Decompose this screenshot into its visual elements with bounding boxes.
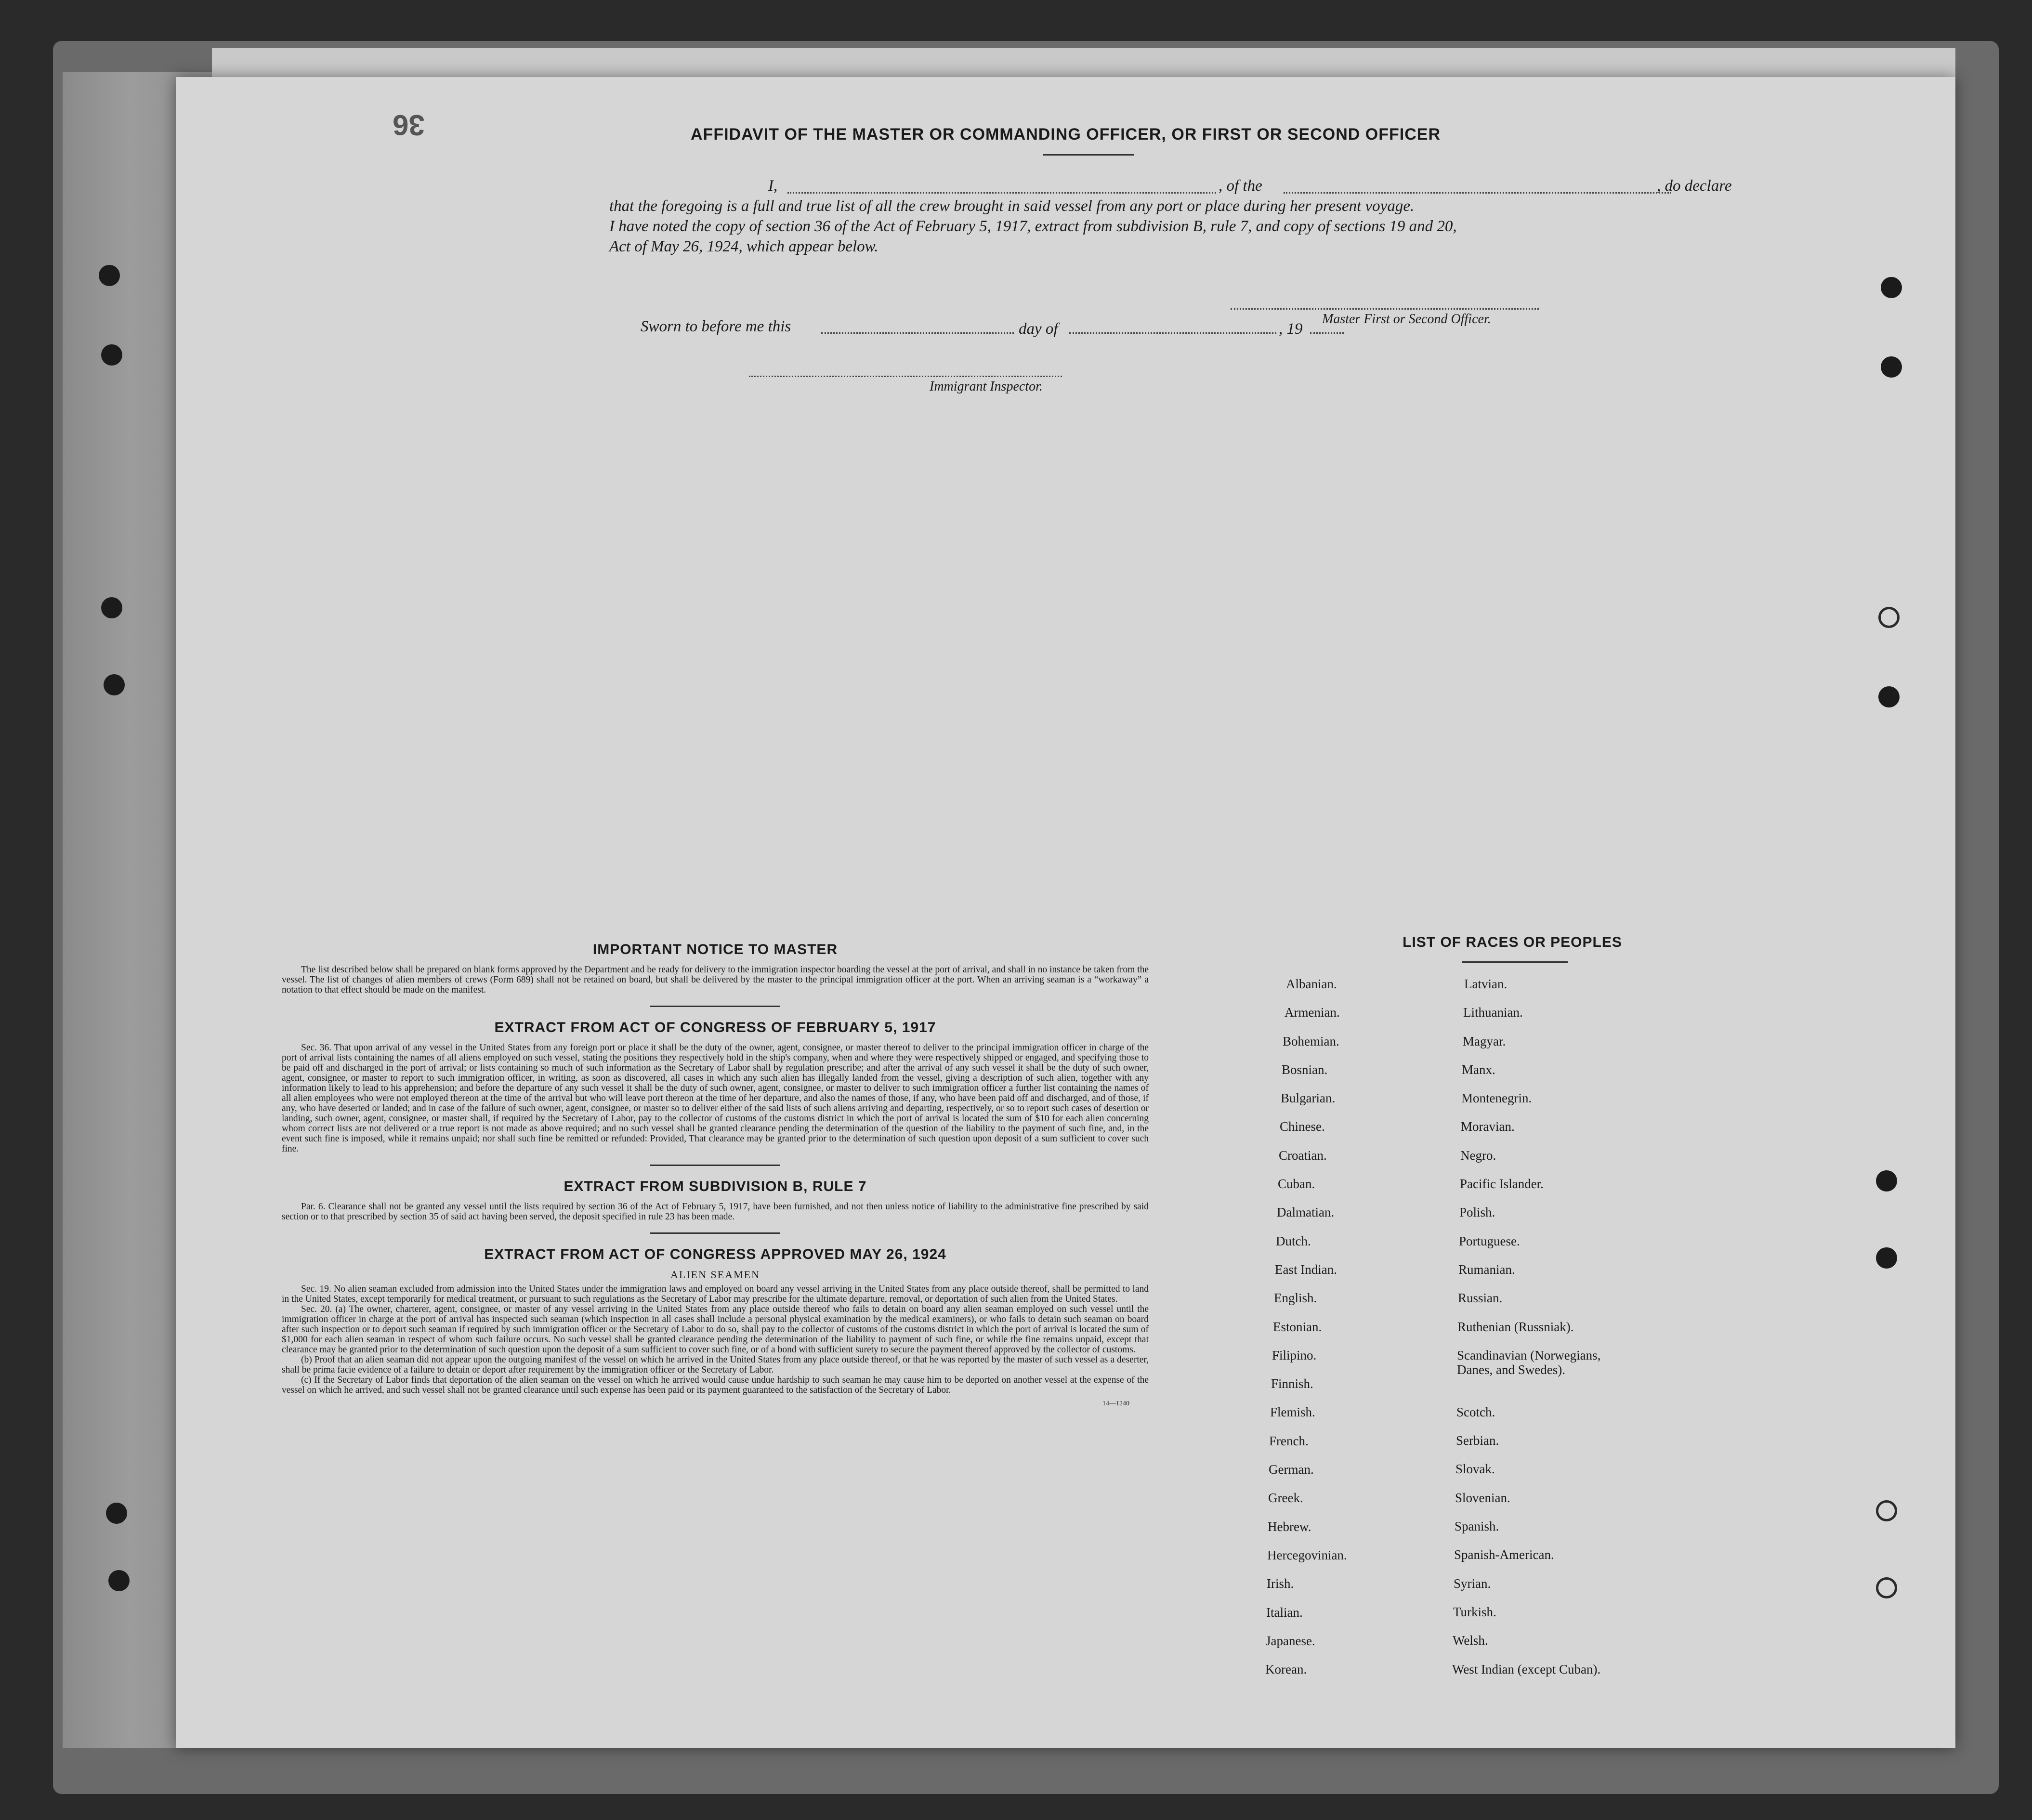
extract-rule7-text: Par. 6. Clearance shall not be granted any vessel until the lists required by section 36 of the Act of February 5, 1917, have been furnished, and not then unless notice of liability to the administrative fine prescribed by said section or to that prescribed by section 35 of said act having been served, the deposit specified in rule 23 has been made. xyxy=(282,1202,1149,1222)
race-item: Bosnian. xyxy=(1282,1062,1328,1077)
sworn-year-line xyxy=(1310,332,1344,334)
affidavit-line-4: Act of May 26, 1924, which appear below. xyxy=(609,238,878,255)
race-item: Finnish. xyxy=(1271,1376,1313,1391)
legal-notice-block xyxy=(282,942,1149,1408)
races-title: LIST OF RACES OR PEOPLES xyxy=(1403,934,1622,950)
affidavit-do-declare: , do declare xyxy=(1657,177,1732,195)
inspector-label: Immigrant Inspector. xyxy=(930,379,1043,394)
race-item: Latvian. xyxy=(1464,977,1508,991)
race-item: Spanish. xyxy=(1455,1519,1499,1534)
race-item: East Indian. xyxy=(1275,1262,1337,1277)
alien-seamen-subtitle: ALIEN SEAMEN xyxy=(670,1269,760,1281)
year-label: , 19 xyxy=(1279,320,1303,338)
race-item: Welsh. xyxy=(1453,1633,1488,1648)
race-item: Filipino. xyxy=(1272,1348,1317,1362)
binder-hole-icon xyxy=(101,597,122,618)
notice-title: IMPORTANT NOTICE TO MASTER xyxy=(592,942,838,957)
extract-1917-text: Sec. 36. That upon arrival of any vessel in the United States from any foreign port or place it shall be the duty of the owner, agent, consignee, or master thereof to deliver to the principal immigration officer in charge of the port of arrival lists containing the names of all aliens employed on such vessel, stating the positions they respectively hold in the ship's company, when and where they were respectively shipped or engaged, and specifying those to be paid off and discharged in the port of arrival; or lists containing so much of such information as the Secretary of Labor shall by regulation prescribe; and after the arrival of any such vessel it shall be the duty of such owner, agent, consignee, or master to report to such immigration officer, in writing, as soon as discovered, all cases in which any such alien has illegally landed from the vessel, giving a description of such alien, together with any information likely to lead to his apprehension; and before the departure of any such vessel it shall be the duty of such owner, agent, consignee, or master to deliver to such immigration officer a further list containing the names of all alien employees who were not employed thereon at the time of the arrival but who will leave port thereon at the time of her departure, and also the names of those, if any, who have been paid off and discharged, and of those, if any, who have deserted or landed; and in case of the failure of such owner, agent, consignee, or master so to deliver either of the said lists of such aliens arriving and departing, respectively, or so to report such cases of desertion or landing, such owner, agent, consignee, or master shall, if required by the Secretary of Labor, pay to the collector of customs of the customs district in which the port of arrival is located the sum of $10 for each alien concerning whom correct lists are not delivered or a true report is not made as above required; and no such vessel shall be granted clearance pending the determination of the question of the liability to the payment of such fine, and, in the event such fine is imposed, while it remains unpaid; nor shall such fine be remitted or refunded: Provided, That clearance may be granted prior to the determination of such question upon deposit of a sum sufficient to cover such fine. xyxy=(282,1043,1149,1154)
binder-hole-icon xyxy=(1876,1577,1897,1598)
race-item: Spanish-American. xyxy=(1454,1547,1554,1562)
race-item: Italian. xyxy=(1266,1605,1303,1620)
race-item: German. xyxy=(1269,1462,1314,1477)
sec19-text: Sec. 19. No alien seaman excluded from admission into the United States under the immigration laws and employed on board any vessel arriving in the United States from any place outside thereof, shall be permitted to land in the United States, except temporarily for medical treatment, or pursuant to such regulations as the Secretary of Labor may prescribe for the ultimate departure, removal, or deportation of such alien from the United States. xyxy=(282,1284,1149,1304)
binder-hole-icon xyxy=(1876,1170,1897,1192)
affidavit-of-the: , of the xyxy=(1219,177,1262,195)
sworn-month-line xyxy=(1069,332,1276,334)
race-item: Flemish. xyxy=(1270,1405,1315,1420)
races-rule xyxy=(1462,961,1568,963)
race-item: Rumanian. xyxy=(1458,1262,1515,1277)
race-item: English. xyxy=(1274,1291,1317,1306)
sworn-before-label: Sworn to before me this xyxy=(641,318,791,335)
extract-rule7-title: EXTRACT FROM SUBDIVISION B, RULE 7 xyxy=(564,1178,867,1194)
binder-hole-icon xyxy=(1881,356,1902,378)
race-item: Turkish. xyxy=(1453,1604,1496,1619)
binder-hole-icon xyxy=(1876,1247,1897,1269)
binder-hole-icon xyxy=(104,674,125,695)
race-item: Dutch. xyxy=(1276,1233,1311,1248)
binder-hole-icon xyxy=(106,1503,127,1524)
race-item: Polish. xyxy=(1459,1205,1495,1220)
document-page xyxy=(176,77,1955,1748)
race-item: Serbian. xyxy=(1456,1433,1499,1448)
day-of-label: day of xyxy=(1019,320,1058,338)
section-rule xyxy=(650,1165,780,1166)
race-item: Korean. xyxy=(1265,1662,1307,1677)
binder-hole-icon xyxy=(1878,607,1900,628)
race-item: Dalmatian. xyxy=(1277,1205,1335,1220)
binder-hole-icon xyxy=(1878,686,1900,707)
affidavit-line-1 xyxy=(609,176,1736,196)
binder-hole-icon xyxy=(1881,277,1902,298)
race-item: West Indian (except Cuban). xyxy=(1452,1662,1601,1676)
affidavit-title: AFFIDAVIT OF THE MASTER OR COMMANDING OFFICER, OR FIRST OR SECOND OFFICER xyxy=(691,125,1441,144)
sworn-day-line xyxy=(821,332,1014,334)
race-item: Irish. xyxy=(1267,1576,1294,1591)
name-field-line xyxy=(787,192,1216,194)
race-item: Manx. xyxy=(1462,1062,1495,1077)
title-rule xyxy=(1043,154,1134,156)
race-item: Slovenian. xyxy=(1455,1490,1510,1505)
race-item: Portuguese. xyxy=(1459,1233,1520,1248)
race-item: Hercegovinian. xyxy=(1267,1547,1347,1562)
race-item: Chinese. xyxy=(1280,1119,1325,1134)
affidavit-text xyxy=(609,176,1736,257)
extract-1924-title: EXTRACT FROM ACT OF CONGRESS APPROVED MAY 26, 1924 xyxy=(484,1246,946,1262)
race-item: Greek. xyxy=(1268,1491,1303,1506)
race-item: Hebrew. xyxy=(1268,1519,1311,1534)
binder-hole-icon xyxy=(101,344,122,366)
page-number: 36 xyxy=(393,109,425,141)
race-item: Estonian. xyxy=(1273,1319,1322,1334)
binder-hole-icon xyxy=(99,265,120,286)
race-item: Montenegrin. xyxy=(1461,1091,1532,1106)
race-item: Croatian. xyxy=(1279,1148,1327,1163)
inspector-signature-line xyxy=(749,376,1062,377)
race-item: Slovak. xyxy=(1455,1462,1495,1477)
race-item: Russian. xyxy=(1458,1291,1503,1306)
race-item: Bulgarian. xyxy=(1281,1091,1336,1106)
race-item: Albanian. xyxy=(1286,977,1337,991)
sec20c-text: (c) If the Secretary of Labor finds that deportation of the alien seaman on the vessel on which he arrived would cause undue hardship to such seaman he may cause him to be deported on another vessel at the expense of the vessel on which he arrived, and such vessel shall not be granted clearance until such expense has been paid or its payment guaranteed to the satisfaction of the Secretary of Labor. xyxy=(282,1375,1149,1395)
race-item: Pacific Islander. xyxy=(1460,1177,1544,1192)
affidavit-i: I, xyxy=(768,177,778,195)
section-rule xyxy=(650,1232,780,1234)
form-code: 14—1240 xyxy=(1102,1400,1129,1407)
race-item: Cuban. xyxy=(1278,1177,1315,1192)
races-left-column xyxy=(1264,977,1347,1690)
section-rule xyxy=(650,1006,780,1007)
binder-hole-icon xyxy=(1876,1500,1897,1521)
race-item: Negro. xyxy=(1460,1148,1496,1163)
race-item: Ruthenian (Russniak). xyxy=(1457,1319,1574,1334)
master-signature-label: Master First or Second Officer. xyxy=(1322,312,1491,327)
vessel-field-line xyxy=(1284,192,1671,194)
sec20a-text: Sec. 20. (a) The owner, charterer, agent, consignee, or master of any vessel arriving in the United States from any place outside thereof who fails to detain on board any alien seaman employed on such vessel until the immigration officer in charge at the port of arrival has inspected such seaman (which inspection in all cases shall include a personal physical examination by the medical examiners), or who fails to detain such seaman on board after such inspection or to deport such seaman if required by such immigration officer or the Secretary of Labor to do so, shall pay to the collector of customs of the customs district in which the port of arrival is located the sum of $1,000 for each alien seaman in respect of whom such failure occurs. No such vessel shall be granted clearance pending the determination of the liability to payment of such fine, or while the fine remains unpaid, except that clearance may be granted prior to the determination of such question upon the deposit of a sum sufficient to cover such fine, or of a bond with sufficient surety to secure the payment thereof approved by the collector of customs. xyxy=(282,1304,1149,1355)
affidavit-line-3: I have noted the copy of section 36 of the Act of February 5, 1917, extract from subdivision B, rule 7, and copy of sections 19 and 20, xyxy=(609,218,1457,235)
affidavit-line-2: that the foregoing is a full and true list of all the crew brought in said vessel from any port or place during her present voyage. xyxy=(609,197,1415,215)
binder-hole-icon xyxy=(108,1570,130,1591)
sec20b-text: (b) Proof that an alien seaman did not appear upon the outgoing manifest of the vessel on which he arrived in the United States from any place outside thereof, or that he was reported by the master of such vessel as a deserter, shall be prima facie evidence of a failure to detain or deport after requirement by the immigration officer or the Secretary of Labor. xyxy=(282,1355,1149,1375)
race-item: Japanese. xyxy=(1266,1633,1315,1648)
race-item: Scotch. xyxy=(1456,1404,1495,1419)
notice-text: The list described below shall be prepared on blank forms approved by the Department and be ready for delivery to the immigration inspector boarding the vessel at the port of arrival, and shall in no instance be taken from the vessel. The list of changes of alien members of crews (Form 689) shall not be retained on board, but shall be delivered by the master to the principal immigration officer at the port. When an arriving seaman is a “workaway” a notation to that effect should be made on the manifest. xyxy=(282,965,1149,995)
race-item: Lithuanian. xyxy=(1463,1005,1523,1020)
races-right-column xyxy=(1452,977,1600,1690)
master-signature-line xyxy=(1231,308,1539,310)
race-item: Magyar. xyxy=(1463,1034,1506,1048)
race-item: Moravian. xyxy=(1461,1119,1515,1134)
race-item: Bohemian. xyxy=(1283,1034,1339,1048)
extract-1917-title: EXTRACT FROM ACT OF CONGRESS OF FEBRUARY 5, 1917 xyxy=(494,1020,936,1035)
race-item: French. xyxy=(1269,1433,1309,1448)
race-item: Syrian. xyxy=(1454,1576,1491,1591)
race-item: Scandinavian (Norwegians, Danes, and Swedes). xyxy=(1457,1348,1601,1377)
race-item: Armenian. xyxy=(1285,1005,1340,1020)
